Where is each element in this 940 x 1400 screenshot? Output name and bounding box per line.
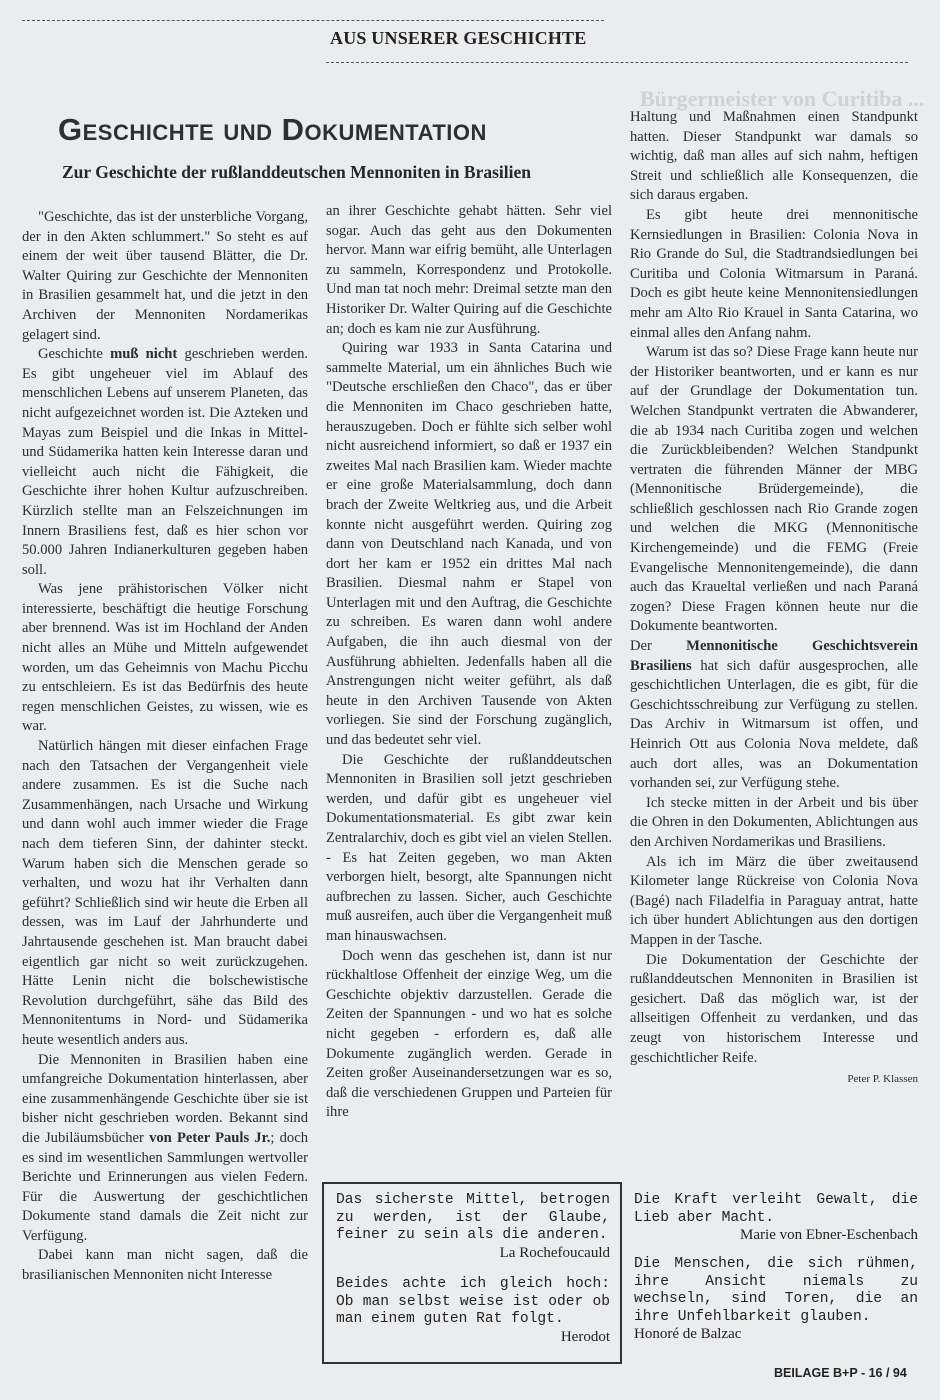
text-column-2: [326, 202, 612, 1123]
paragraph: Doch wenn das geschehen ist, dann ist nur rückhaltlose Offenheit der einzige Weg, um die Geschichte objektiv darzustellen. Gerade die Zeiten der Spannungen - und wo hat es solche nicht gegeben - erfordern es, daß alle Dokumente zugänglich werden. Gerade in Zeiten großer Auseinandersetzungen war es so, daß die verschiedenen Gruppen und Parteien für ihre: [326, 947, 612, 1121]
quote-text: Die Menschen, die sich rühmen, ihre Ansicht niemals zu wechseln, sind Toren, die an ihre Unfehlbarkeit glauben.: [634, 1256, 918, 1325]
paragraph: Die Mennoniten in Brasilien haben eine umfangreiche Dokumentation hinterlassen, aber eine zusammenhängende Geschichte über sie ist bisher nicht geschrieben worden. Bekannt sind die Jubiläumsbücher von Peter Pauls Jr.; doch es sind im wesentlichen Sammlungen wertvoller Berichte und Erinnerungen aus vielen Federn. Für die Auswertung der geschichtlichen Dokumente stand damals die Zeit nicht zur Verfügung.: [22, 1051, 308, 1244]
quote-author: Marie von Ebner-Eschenbach: [740, 1227, 918, 1244]
paragraph: Geschichte muß nicht geschrieben werden. Es gibt ungeheuer viel im Ablauf des menschlichen Lebens auf unserem Planeten, das nicht aufgezeichnet worden ist. Die Azteken und Mayas zum Beispiel und die Inkas in Mittel- und Südamerika hatten kein Interesse daran und vielleicht auch nicht die Fähigkeit, die Geschichte ihrer hohen Kultur aufzuschreiben. Kürzlich stellte man an Felszeichnungen im Innern Brasiliens fest, daß es hier schon vor 50.000 Jahren Indianerkulturen gegeben haben soll.: [22, 346, 309, 578]
show-through-text: Bürgermeister von Curitiba ...: [640, 86, 925, 111]
quote-2: [336, 1276, 610, 1346]
article-subtitle: Zur Geschichte der rußlanddeutschen Mennoniten in Brasilien: [62, 162, 531, 182]
article-title: Geschichte und Dokumentation: [58, 112, 487, 147]
quote-3: [634, 1192, 918, 1245]
bold-author: von Peter Pauls Jr.: [149, 1129, 271, 1146]
header-rule-top: [22, 20, 604, 21]
quote-author: Herodot: [560, 1328, 610, 1345]
paragraph: Ich stecke mitten in der Arbeit und bis über die Ohren in den Dokumenten, Ablichtungen aus den Archiven Nordamerikas und Brasiliens.: [630, 794, 918, 850]
author-signature: Peter P. Klassen: [847, 1073, 918, 1086]
paragraph: Haltung und Maßnahmen einen Standpunkt hatten. Dieser Standpunkt war damals so wichtig, daß man alles auf sich nahm, heftigen Streit und schließlich alle Konsequenzen, die sich daraus ergaben.: [630, 109, 918, 204]
quote-text: Die Kraft verleiht Gewalt, die Lieb aber Macht.: [634, 1192, 918, 1226]
quote-author: La Rochefoucauld: [499, 1244, 610, 1261]
paragraph: Was jene prähistorischen Völker nicht interessierte, beschäftigt die heutige Forschung aber brennend. Was ist im Hochland der Anden nicht alles an Mühe und Mitteln aufgewendet worden, um das Geheimnis von Machu Picchu zu entschleiern. Es ist das Bedürfnis des heute regen menschlichen Geistes, zu wissen, wie es war.: [22, 581, 308, 735]
page-footer: BEILAGE B+P - 16 / 94: [774, 1366, 907, 1380]
quote-author: Honoré de Balzac: [634, 1326, 742, 1343]
paragraph: Die Dokumentation der Geschichte der rußlanddeutschen Mennoniten in Brasilien ist gesichert. Daß das möglich war, ist der allseitigen Offenheit zu verdanken, und das zeugt von historischem Interesse und geschichtlicher Reife.: [630, 951, 918, 1066]
paragraph: Der Mennonitische Geschichtsverein Brasiliens hat sich dafür ausgesprochen, alle geschichtlichen Unterlagen, die es gibt, für die Geschichtsschreibung zur Verfügung zu stellen. Das Archiv in Witmarsum ist offen, und Heinrich Ott aus Colonia Nova meldete, daß auch dort alles, was an Dokumentation vorhanden sei, zur Verfügung stehe.: [630, 638, 919, 792]
paragraph: Warum ist das so? Diese Frage kann heute nur der Historiker beantworten, und er kann es nur auf der Grundlage der Dokumentation tun. Welchen Standpunkt vertraten die Abwanderer, die ab 1934 nach Curitiba zogen und welchen die Zurückbleibenden? Welchen Standpunkt vertraten die führenden Männer der MBG (Mennonitische Brüdergemeinde), die schließlich geschlossen nach Rio Grande zogen und welchen die MKG (Mennonitische Kirchengemeinde) und die FEMG (Freie Evangelische Mennonitengemeinde), die dann auch das Kraueltal verließen und nach Paraná zogen? Diese Fragen können heute nur die Dokumente beantworten.: [630, 344, 918, 635]
paragraph: Es gibt heute drei mennonitische Kernsiedlungen in Brasilien: Colonia Nova in Rio Grande do Sul, die Stadtrandsiedlungen bei Curitiba und Colonia Witmarsum in Paraná. Doch es gibt heute keine Mennonitensiedlungen mehr am Alto Rio Krauel in Santa Catarina, wo einmal alles den Anfang nahm.: [630, 206, 918, 341]
paragraph: Quiring war 1933 in Santa Catarina und sammelte Material, um ein ähnliches Buch wie "Deutsche erschließen den Chaco", das er über die Mennoniten im Chaco geschrieben hatte, herauszugeben. Doch er fühlte sich selber wohl nicht ausreichend informiert, so daß er 1937 ein zweites Mal nach Brasilien kam. Wieder machte er eine große Materialsammlung, doch dann brach der Zweite Weltkrieg aus, und die Arbeit konnte nicht ausgeführt werden. Quiring zog dann von Deutschland nach Kanada, und von dort her kam er 1952 ein drittes Mal nach Brasilien. Diesmal nahm er Stapel von Unterlagen mit und den Auftrag, die Geschichte zu schreiben. Es waren dann wohl andere Aufgaben, die ihn auch diesmal von der Ausführung abhielten. Jedenfalls haben all die Anstrengungen nicht weiter geführt, als daß heute in den Archiven Tausende von Akten vorliegen. Sie sind der Forschung zugänglich, und das bedeutet sehr viel.: [326, 340, 612, 749]
paragraph: Als ich im März die über zweitausend Kilometer lange Rückreise von Colonia Nova (Bagé) nach Filadelfia in Paraguay antrat, hatte ich über hundert Ablichtungen aus den dortigen Mappen in der Tasche.: [630, 853, 918, 948]
paragraph: "Geschichte, das ist der unsterbliche Vorgang, der in den Akten schlummert." So steht es auf einem der weit über tausend Blätter, die Dr. Walter Quiring zur Geschichte der Mennoniten in Brasilien gesammelt hat, und die jetzt in den Archiven der Mennoniten Nordamerikas gelagert sind.: [22, 209, 308, 343]
quote-1: [336, 1192, 610, 1262]
section-heading: AUS UNSERER GESCHICHTE: [330, 28, 587, 48]
text-column-3: [630, 108, 918, 1090]
text-column-1: [22, 208, 308, 1286]
quote-4: [634, 1256, 918, 1344]
header-rule-bottom: [326, 62, 908, 63]
quote-text: Beides achte ich gleich hoch: Ob man selbst weise ist oder ob man einem guten Rat folgt.: [336, 1276, 610, 1328]
paragraph: Natürlich hängen mit dieser einfachen Frage nach den Tatsachen der Vergangenheit viele andere zusammen. Es ist die Suche nach Zusammenhängen, nach Ursache und Wirkung und dann wohl auch immer wieder die Frage nach dem tieferen Sinn, der dahinter steckt. Warum haben sich die Menschen gerade so verhalten, und wozu hat ihr Verhalten dann geführt? Schließlich sind wir heute die Erben all dessen, was im Lauf der Jahrhunderte und Jahrtausende geschehen ist. Man braucht dabei eigentlich gar nicht so weit zurückzugehen. Hätte Lenin nicht die bolschewistische Revolution durchgeführt, sähe das Bild des Mennonitentums in Nord- und Südamerika heute wesentlich anders aus.: [22, 738, 308, 1048]
quote-text: Das sicherste Mittel, betrogen zu werden, ist der Glaube, feiner zu sein als die anderen.: [336, 1192, 610, 1244]
paragraph: an ihrer Geschichte gehabt hätten. Sehr viel sogar. Auch das geht aus den Dokumenten hervor. Mann war eifrig bemüht, alle Unterlagen zu sammeln, Korrespondenz und Protokolle. Und man tat noch mehr: Dreimal setzte man den Historiker Dr. Walter Quiring auf die Geschichte an; doch es kam nie zur Ausführung.: [326, 203, 612, 337]
paragraph: Die Geschichte der rußlanddeutschen Mennoniten in Brasilien soll jetzt geschrieben werden, und dafür gibt es ungeheuer viel Dokumentationsmaterial. Es gibt zwar kein Zentralarchiv, doch es gibt viel an vielen Stellen. - Es hat Zeiten gegeben, wo man Akten verborgen hielt, besorgt, alte Spannungen nicht aufbrechen zu lassen. Sicher, auch Geschichte muß ausreifen, auch über die Vergangenheit muß man hinauswachsen.: [326, 751, 612, 944]
paragraph: Dabei kann man nicht sagen, daß die brasilianischen Mennoniten nicht Interesse: [22, 1247, 308, 1284]
